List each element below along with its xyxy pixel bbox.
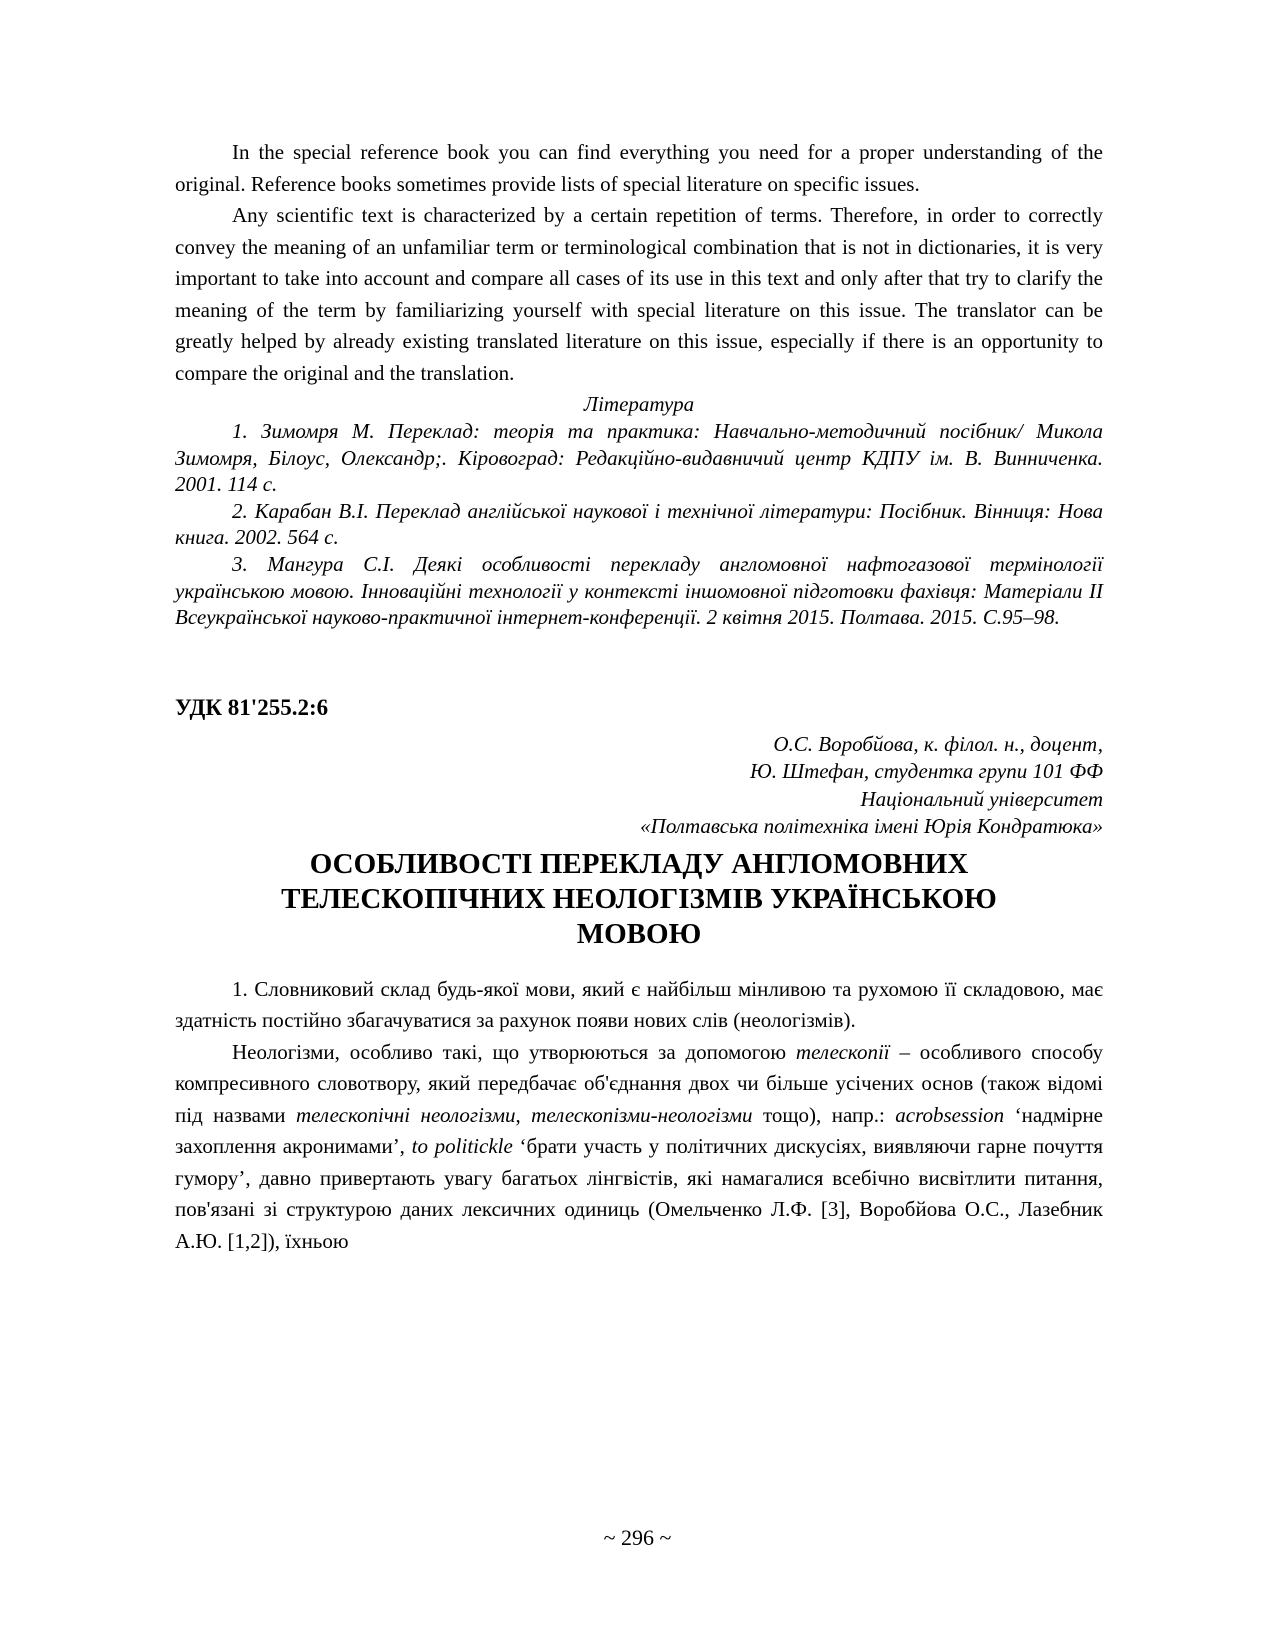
body-text-run: ‘надмірне захоплення акронимами’, [175,1102,1104,1159]
body-text-run: Неологізми, особливо такі, що утворюються за допомогою [232,1039,796,1064]
article-title: ОСОБЛИВОСТІ ПЕРЕКЛАДУ АНГЛОМОВНИХ ТЕЛЕСКОПІЧНИХ НЕОЛОГІЗМІВ УКРАЇНСЬКОЮ МОВОЮ [281,847,997,950]
term-teleskopiya: телескопії [795,1039,890,1064]
authors-block [175,731,1103,841]
author-line-1: О.С. Воробйова, к. філол. н., доцент, [773,731,1103,756]
udc-code: УДК 81'255.2:6 [175,694,329,720]
term-teleskopizmy-neologizmy: телескопізми-неологізми [531,1102,753,1127]
author-line-2: Ю. Штефан, студентка групи 101 ФФ [750,759,1103,784]
affiliation-line-2: «Полтавська політехніка імені Юрія Кондратюка» [640,814,1103,839]
body-text-run: , [515,1102,532,1127]
body-text-run: ‘брати участь у політичних дискусіях, виявляючи гарне почуття гумору’, давно привертають увагу багатьох лінгвістів, які намагалися всебічно висвітлити питання, пов'язані зі структурою даних лексичних одиниць (Омельченко Л.Ф. [3], Воробйова О.С., Лазебник А.Ю. [1,2]), їхньою [175,1134,1103,1253]
term-to-politickle: to politickle [411,1134,513,1159]
body-paragraph-2 [175,1037,1103,1258]
text-block [175,137,1103,1257]
intro-paragraph-1: In the special reference book you can find everything you need for a proper understanding of the original. Reference books sometimes provide lists of special literature on specific issues. [175,140,1103,196]
body-paragraph-1: 1. Словниковий склад будь-якої мови, який є найбільш мінливою та рухомою її складовою, має здатність постійно збагачуватися за рахунок появи нових слів (неологізмів). [175,976,1103,1033]
intro-paragraph-2: Any scientific text is characterized by a certain repetition of terms. Therefore, in order to correctly convey the meaning of an unfamiliar term or terminological combination that is not in dictionaries, it is very important to take into account and compare all cases of its use in this text and only after that try to clarify the meaning of the term by familiarizing yourself with special literature on this issue. The translator can be greatly helped by already existing translated literature on this issue, especially if there is an opportunity to compare the original and the translation. [175,203,1103,385]
references-heading: Література [583,392,695,416]
affiliation-line-1: Національний університет [860,786,1103,811]
body-text-run: тощо), напр.: [752,1102,896,1127]
term-teleskopichni-neologizmy: телескопічні неологізми [295,1102,516,1127]
body-text-run: – особливого способу компресивного словотвору, який передбачає об'єднання двох чи більше усічених основ (також відомі під назвами [175,1039,1103,1127]
term-acrobsession: acrobsession [895,1102,1005,1127]
page-number: ~ 296 ~ [603,1525,672,1550]
reference-item-3: 3. Мангура С.І. Деякі особливості перекладу англомовної нафтогазової термінології українською мовою. Інноваційні технології у контексті іншомовної підготовки фахівця: Матеріали ІІ Всеукраїнської науково-практичної інтернет-конференції. 2 квітня 2015. Полтава. 2015. С.95–98. [175,551,1103,630]
reference-item-1: 1. Зимомря М. Переклад: теорія та практика: Навчально-методичний посібник/ Микола Зимомря, Білоус, Олександр;. Кіровоград: Редакційно-видавничий центр КДПУ ім. В. Винниченка. 2001. 114 с. [175,419,1103,497]
reference-item-2: 2. Карабан В.І. Переклад англійської наукової і технічної літератури: Посібник. Вінниця: Нова книга. 2002. 564 с. [175,498,1103,550]
